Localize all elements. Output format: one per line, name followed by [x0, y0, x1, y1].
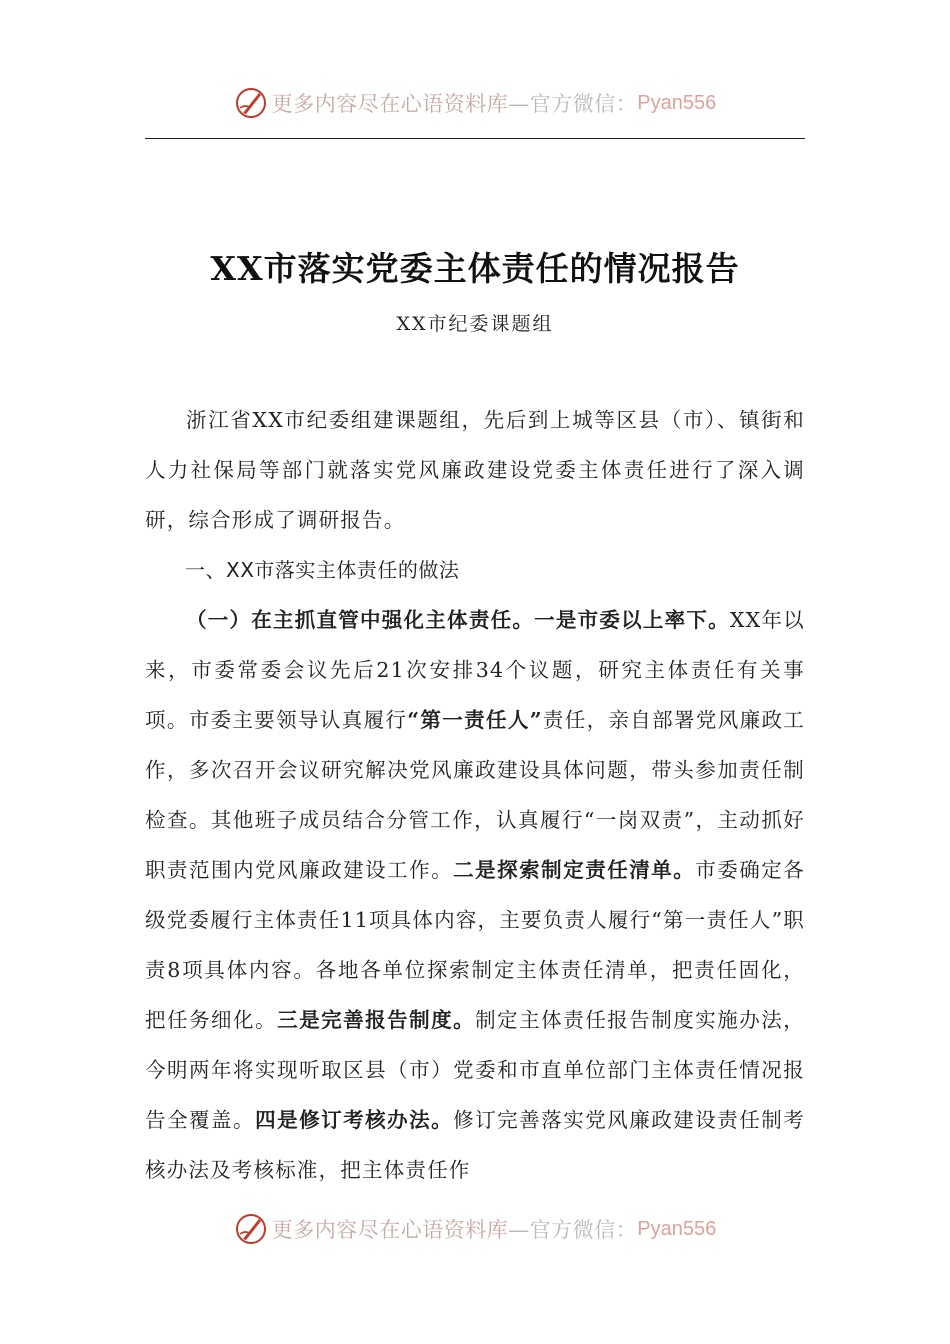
point-text-1b: 责任，亲自部署党风廉政工作，多次召开会议研究解决党风廉政建设具体问题，带头参加责任制检查。其他班子成员结合分管工作，认真履行“一岗双责”，主动抓好职责范围内党风廉政建设工作。 [145, 708, 805, 882]
banner-contact-id: Pyan556 [637, 91, 717, 114]
banner-contact-label: —官方微信： [508, 1218, 638, 1242]
header-divider [145, 138, 805, 139]
quill-pen-logo-icon [234, 1212, 268, 1246]
point-heading-4: 四是修订考核办法。 [255, 1108, 454, 1132]
point-text-3: 制定主体责任报告制度实施办法，今明两年将实现听取区县（市）党委和市直单位部门主体责任情况报告全覆盖。 [145, 1008, 805, 1132]
banner-text: 更多内容尽在心语资料库 [271, 92, 509, 116]
intro-paragraph: 浙江省XX市纪委组建课题组，先后到上城等区县（市）、镇街和人力社保局等部门就落实党风廉政建设党委主体责任进行了深入调研，综合形成了调研报告。 [145, 408, 805, 532]
banner-text: 更多内容尽在心语资料库 [271, 1218, 509, 1242]
banner-contact-label: —官方微信： [508, 92, 638, 116]
body-paragraph [145, 595, 805, 1195]
subsection-heading: （一）在主抓直管中强化主体责任。 [186, 608, 535, 632]
header-banner [0, 83, 950, 123]
point-text-2: 市委确定各级党委履行主体责任11项具体内容，主要负责人履行“第一责任人”职责8项具体内容。各地各单位探索制定主体责任清单，把责任固化，把任务细化。 [145, 858, 805, 1032]
banner-contact-id: Pyan556 [637, 1217, 717, 1240]
point-quote-bold: “第一责任人” [407, 708, 543, 732]
document-title: XX市落实党委主体责任的情况报告 [210, 249, 740, 288]
section-heading: 一、XX市落实主体责任的做法 [185, 558, 460, 582]
document-subtitle: XX市纪委课题组 [396, 313, 554, 335]
point-text-1a: XX年以来，市委常委会议先后21次安排34个议题，研究主体责任有关事项。市委主要领导认真履行 [145, 608, 805, 732]
footer-banner [0, 1209, 950, 1249]
quill-pen-logo-icon [234, 86, 268, 120]
point-heading-3: 三是完善报告制度。 [277, 1008, 476, 1032]
point-heading-1: 一是市委以上率下。 [534, 608, 730, 632]
point-text-4: 修订完善落实党风廉政建设责任制考核办法及考核标准，把主体责任作 [145, 1108, 806, 1182]
point-heading-2: 二是探索制定责任清单。 [453, 858, 696, 882]
document-body [145, 395, 805, 1195]
